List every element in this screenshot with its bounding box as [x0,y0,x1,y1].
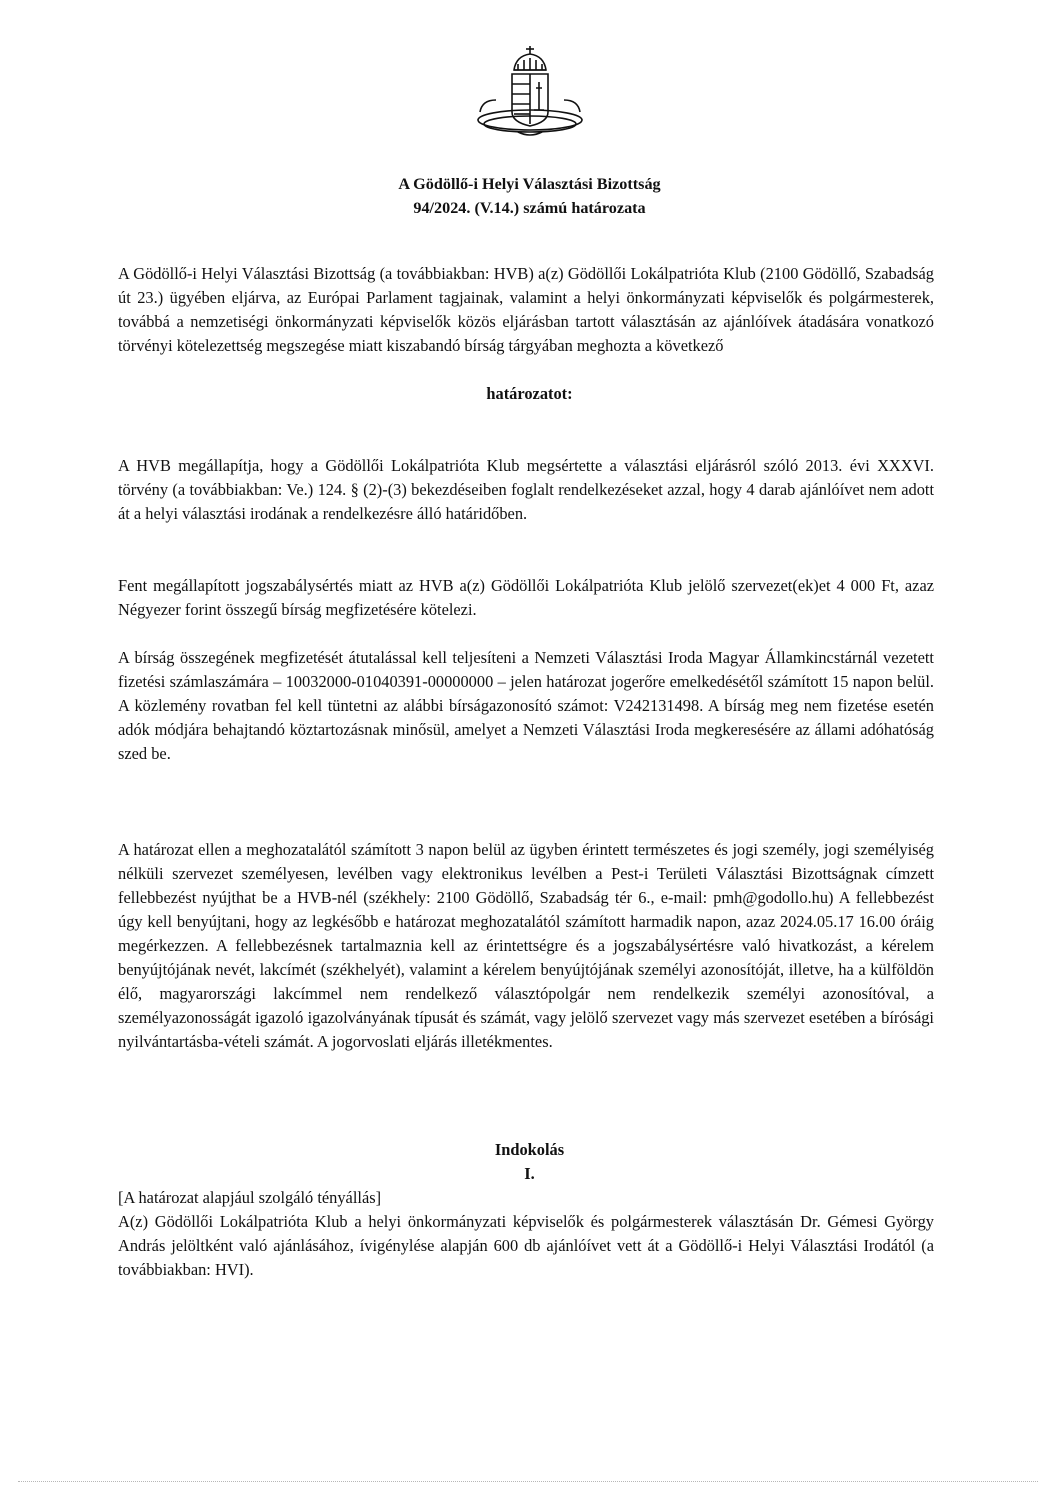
title-line-1: A Gödöllő-i Helyi Választási Bizottság [398,175,661,193]
reasoning-heading: Indokolás [494,1140,565,1159]
document-title [0,172,1059,220]
section-number: I. [524,1164,535,1183]
title-line-2: 94/2024. (V.14.) számú határozata [413,199,646,217]
coat-of-arms-icon [470,40,590,140]
facts-heading: [A határozat alapjául szolgáló tényállás] [118,1188,382,1207]
resolution-heading: határozatot: [486,384,573,403]
scan-artifact-line [18,1481,1038,1483]
appeal-paragraph: A határozat ellen a meghozatalától számított 3 napon belül az ügyben érintett természetes és jogi személy, jogi személyiség nélküli szervezet személyesen, levélben vagy elektronikus levélben a Pest-i Területi Választási Bizottságnak címzett fellebbezést nyújthat be a HVB-nél (székhely: 2100 Gödöllő, Szabadság tér 6., e-mail: pmh@godollo.hu) A fellebbezést úgy kell benyújtani, hogy az legkésőbb e határozat meghozatalától számított harmadik napon, azaz 2024.05.17 16.00 óráig megérkezzen. A fellebbezésnek tartalmaznia kell az érintettségre és a jogszabálysértésre való hivatkozást, a kérelem benyújtójának nevét, lakcímét (székhelyét), valamint a kérelem benyújtójának személyi azonosítóját, illetve, ha a külföldön élő, magyarországi lakcímmel nem rendelkező választópolgár nem rendelkezik személyi azonosítóval, a személyazonosságát igazoló igazolványának típusát és számát, vagy jelölő szervezet vagy más szervezet esetében a bírósági nyilvántartásba-vételi számát. A jogorvoslati eljárás illetékmentes. [118,840,934,1051]
fine-paragraph: Fent megállapított jogszabálysértés miatt az HVB a(z) Gödöllői Lokálpatrióta Klub jelölő szervezet(ek)et 4 000 Ft, azaz Négyezer forint összegű bírság megfizetésére kötelezi. [118,576,934,619]
facts-section [118,1186,934,1282]
intro-paragraph: A Gödöllő-i Helyi Választási Bizottság (a továbbiakban: HVB) a(z) Gödöllői Lokálpatrióta Klub (2100 Gödöllő, Szabadság út 23.) ügyében eljárva, az Európai Parlament tagjainak, valamint a helyi önkormányzati képviselők és polgármesterek, továbbá a nemzetiségi önkormányzati képviselők közös eljárásban tartott választásán az ajánlóívek átadására vonatkozó törvényi kötelezettség megszegése miatt kiszabandó bírság tárgyában meghozta a következő [118,264,934,355]
payment-paragraph: A bírság összegének megfizetését átutalással kell teljesíteni a Nemzeti Választási Iroda Magyar Államkincstárnál vezetett fizetési számlaszámára – 10032000-01040391-00000000 – jelen határozat jogerőre emelkedésétől számított 15 napon belül. A közlemény rovatban fel kell tüntetni az alábbi bírságazonosító számot: V242131498. A bírság meg nem fizetése esetén adók módjára behajtandó köztartozásnak minősül, amelyet a Nemzeti Választási Iroda megkeresésére az állami adóhatóság szed be. [118,648,934,763]
facts-paragraph: A(z) Gödöllői Lokálpatrióta Klub a helyi önkormányzati képviselők és polgármesterek választásán Dr. Gémesi György András jelöltként való ajánlásához, ívigénylése alapján 600 db ajánlóívet vett át a Gödöllő-i Helyi Választási Irodától (a továbbiakban: HVI). [118,1212,934,1279]
finding-paragraph: A HVB megállapítja, hogy a Gödöllői Lokálpatrióta Klub megsértette a választási eljárásról szóló 2013. évi XXXVI. törvény (a továbbiakban: Ve.) 124. § (2)-(3) bekezdéseiben foglalt rendelkezéseket azzal, hogy 4 darab ajánlóívet nem adott át a helyi választási irodának a rendelkezésre álló határidőben. [118,456,934,523]
